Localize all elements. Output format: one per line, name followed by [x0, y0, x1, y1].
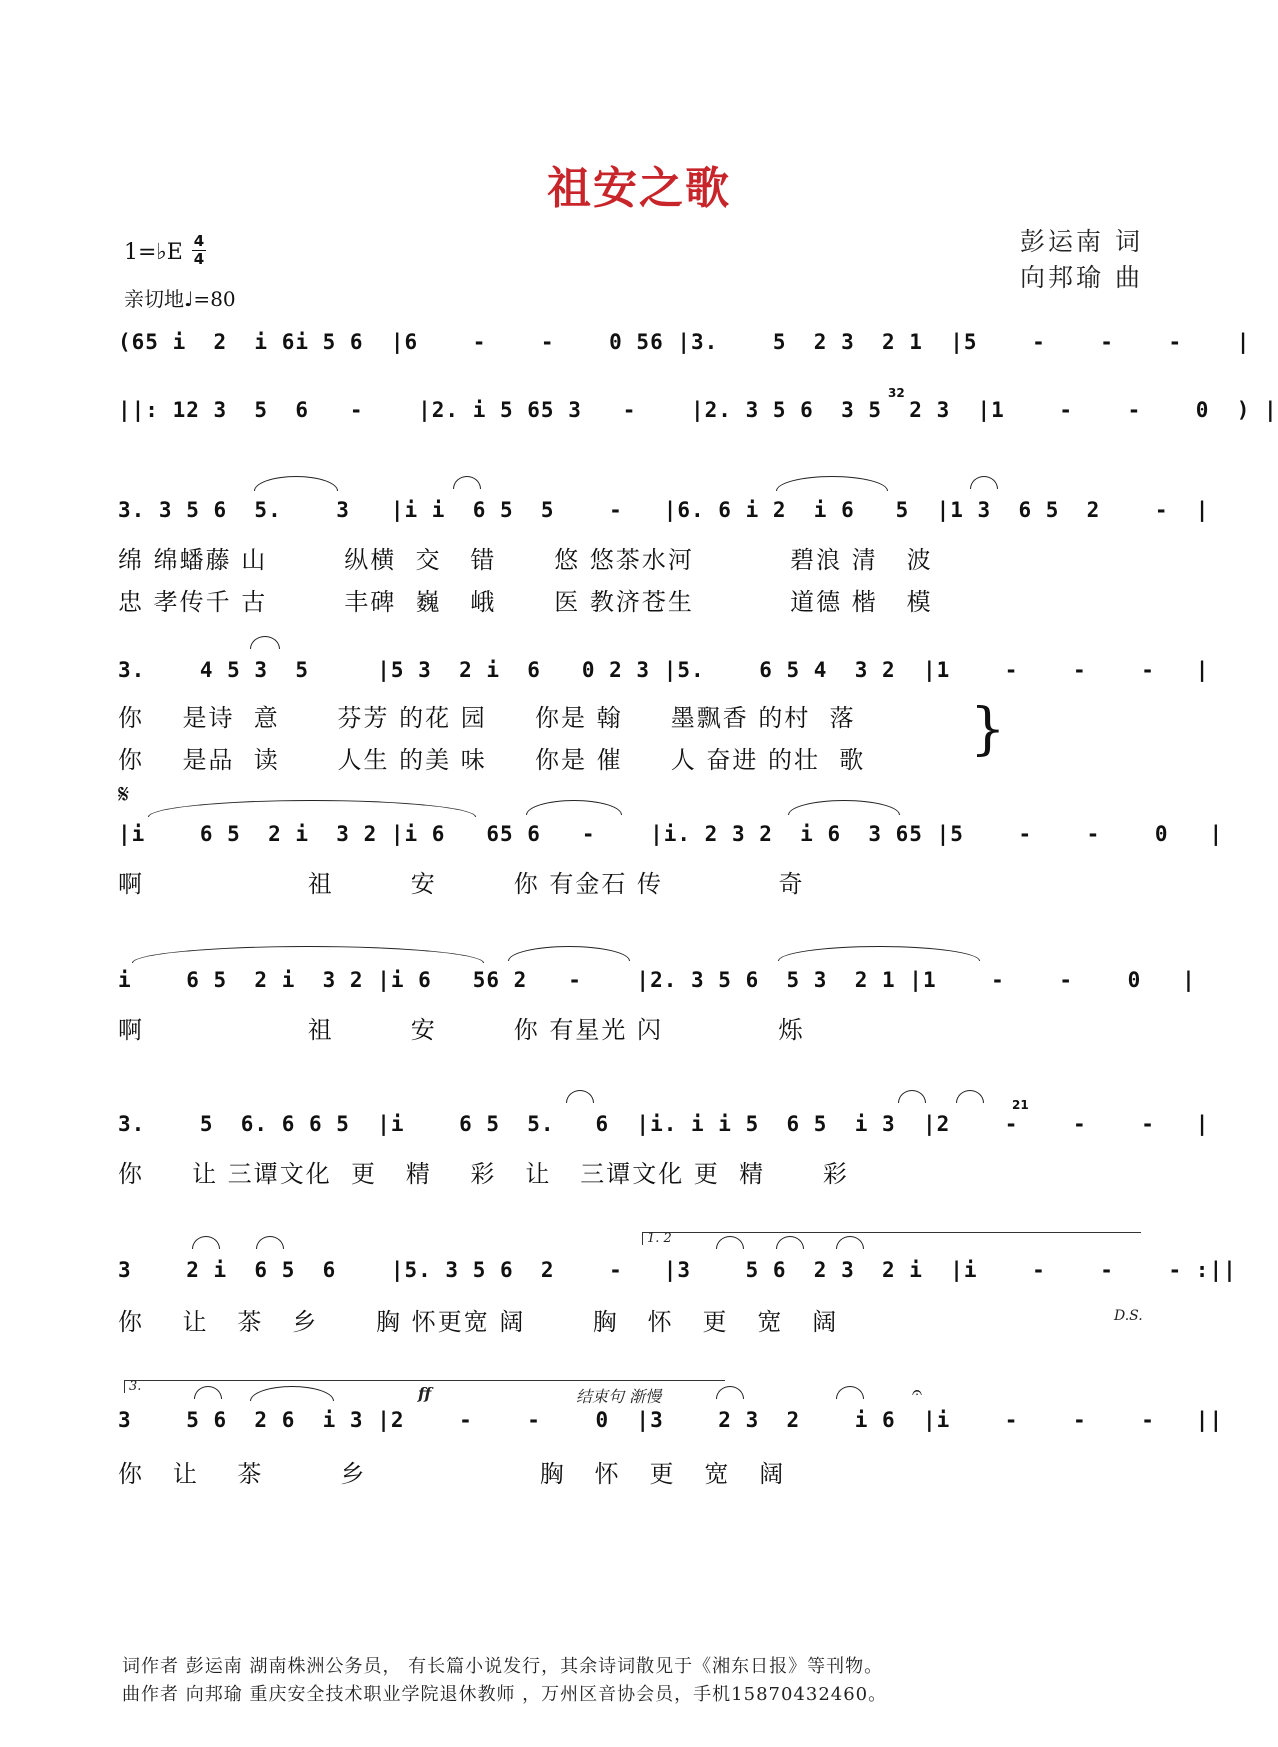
composer-credit: 向邦瑜 曲 [1020, 263, 1143, 292]
volta-label-1-2: 1. 2 [647, 1231, 672, 1246]
segno-sign: 𝄋 [118, 780, 130, 810]
verse-brace: } [970, 697, 1006, 762]
lyrics-line-4-verse-2: 你 是品 读 人生 的美 味 你是 催 人 奋进 的壮 歌 [118, 746, 866, 774]
slur [254, 476, 338, 491]
time-signature [192, 234, 206, 267]
lyrics-line-6: 啊 祖 安 你 有星光 闪 烁 [118, 1016, 805, 1044]
key-signature: 1=♭E [124, 240, 183, 265]
notes-line-1: (65 i 2 i 6i 5 6 |6 - - 0 56 |3. 5 2 3 2 1 |5 - - - | [118, 330, 1251, 354]
slur [256, 1236, 284, 1249]
slur [148, 800, 476, 817]
score-line-5 [118, 822, 1224, 902]
notes-line-4: 3. 4 5 3 5 |5 3 2 i 6 0 2 3 |5. 6 5 4 3 2 |1 - - - | [118, 658, 1210, 682]
slur [250, 636, 280, 649]
score-line-7 [118, 1098, 1210, 1192]
ds-marking: D.S. [1114, 1308, 1143, 1324]
tempo-marking: 亲切地♩=80 [124, 287, 236, 311]
slur [716, 1386, 744, 1399]
lyrics-line-9: 你 让 茶 乡 胸 怀 更 宽 阔 [118, 1460, 786, 1488]
notes-line-3: 3. 3 5 6 5. 3 |i i 6 5 5 - |6. 6 i 2 i 6 5 |1 3 6 5 2 - | [118, 498, 1210, 522]
slur [956, 1090, 984, 1103]
lyrics-line-3-verse-2: 忠 孝传千 古 丰碑 巍 峨 医 教济苍生 道德 楷 模 [118, 588, 933, 616]
notes-line-8: 3 2 i 6 5 6 |5. 3 5 6 2 - |3 5 6 2 3 2 i |i - - - :|| [118, 1258, 1237, 1282]
slur [836, 1386, 864, 1399]
time-signature-top: 4 [193, 232, 205, 250]
slur [132, 946, 484, 963]
slur [566, 1090, 594, 1103]
slur [788, 800, 900, 815]
score-line-6 [118, 968, 1196, 1048]
score-line-8 [118, 1258, 1237, 1338]
notes-line-5: |i 6 5 2 i 3 2 |i 6 65 6 - |i. 2 3 2 i 6 3 65 |5 - - 0 | [118, 822, 1224, 846]
slur [192, 1236, 220, 1249]
grace-note-2: 21 [1012, 1098, 1029, 1112]
slur [898, 1090, 926, 1103]
score-line-1 [118, 330, 1251, 374]
notes-line-6: i 6 5 2 i 3 2 |i 6 56 2 - |2. 3 5 6 5 3 2 1 |1 - - 0 | [118, 968, 1196, 992]
lyrics-line-3-verse-1: 绵 绵蟠藤 山 纵横 交 错 悠 悠茶水河 碧浪 清 波 [118, 546, 933, 574]
dynamic-marking: ff [418, 1384, 432, 1403]
slur [776, 476, 888, 491]
lyrics-line-8: 你 让 茶 乡 胸 怀更宽 阔 胸 怀 更 宽 阔 [118, 1308, 839, 1336]
song-title: 祖安之歌 [547, 163, 731, 214]
score-line-4 [118, 658, 1210, 774]
slur [970, 476, 998, 489]
notes-line-2: ||: 12 3 5 6 - |2. i 5 65 3 - |2. 3 5 6 3 5 2 3 |1 - - 0 ) | [118, 398, 1278, 422]
slur [526, 800, 622, 815]
lyrics-line-7: 你 让 三谭文化 更 精 彩 让 三谭文化 更 精 彩 [118, 1160, 849, 1188]
footer-lyricist-bio: 词作者 彭运南 湖南株洲公务员， 有长篇小说发行，其余诗词散见于《湘东日报》等刊物。 [122, 1656, 884, 1677]
slur [508, 946, 630, 961]
lyricist-credit: 彭运南 词 [1020, 227, 1143, 256]
slur [453, 476, 481, 489]
footer-composer-bio: 曲作者 向邦瑜 重庆安全技术职业学院退休教师 ，万州区音协会员，手机15870432460。 [122, 1684, 888, 1705]
score-line-2 [118, 386, 1278, 442]
volta-label-3: 3. [129, 1379, 142, 1394]
slur [778, 946, 980, 961]
ending-tempo-note: 结束句 渐慢 [576, 1387, 662, 1406]
notes-line-9: 3 5 6 2 6 i 3 |2 - - 0 |3 2 3 2 i 6 |i - - - || [118, 1408, 1224, 1432]
notes-line-7: 3. 5 6. 6 6 5 |i 6 5 5. 6 |i. i i 5 6 5 i 3 |2 - - - | [118, 1112, 1210, 1136]
lyrics-line-5: 啊 祖 安 你 有金石 传 奇 [118, 870, 805, 898]
lyrics-line-4-verse-1: 你 是诗 意 芬芳 的花 园 你是 翰 墨飘香 的村 落 [118, 704, 856, 732]
score-line-3 [118, 498, 1210, 616]
fermata-icon: 𝄐 [912, 1382, 923, 1403]
grace-note-1: 32 [888, 386, 905, 400]
time-signature-bottom: 4 [193, 250, 205, 268]
